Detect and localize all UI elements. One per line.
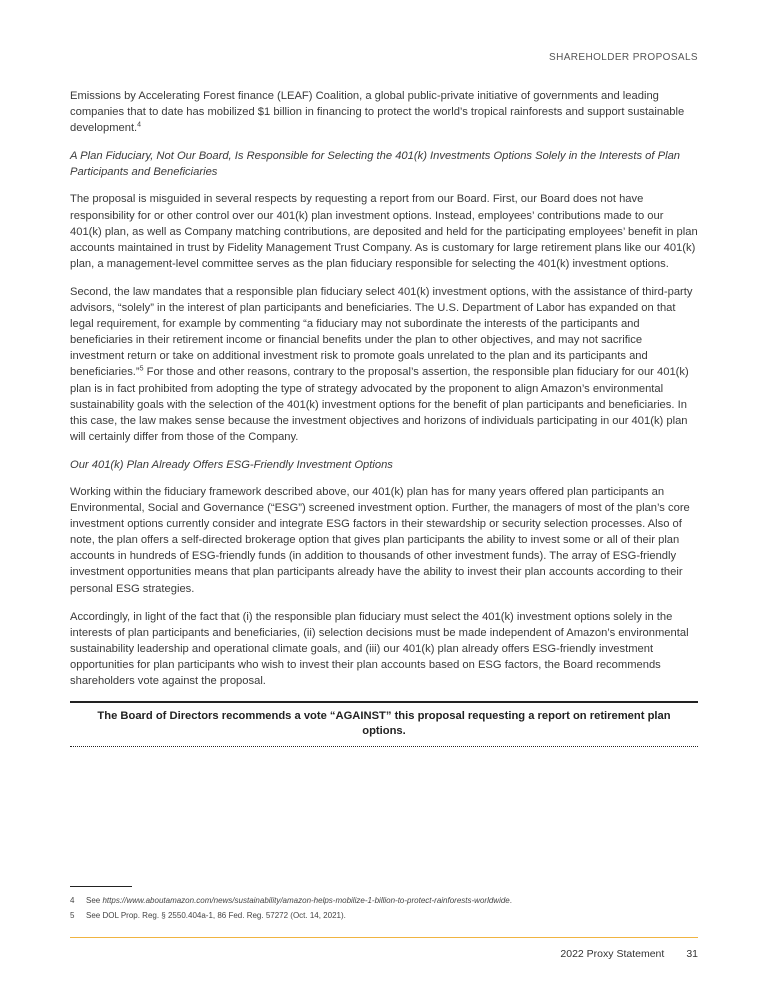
page-number: 31 [686, 948, 698, 960]
footnote-ref-4[interactable]: 4 [137, 121, 142, 129]
footnote-number: 5 [70, 911, 75, 920]
footnote-4 [70, 895, 698, 906]
footnote-prefix: See [86, 896, 103, 905]
footnote-5 [70, 910, 698, 921]
footnote-divider [70, 886, 132, 887]
section-header: SHAREHOLDER PROPOSALS [549, 52, 698, 63]
paragraph-esg-framework: Working within the fiduciary framework described above, our 401(k) plan has for many years offered plan participants an Environmental, Social and Governance (“ESG”) screened investment option. Further, the managers of most of the plan’s core investment options currently consider and integrate ESG factors in their stewardship or security selection processes. Also of note, the plan offers a self-directed brokerage option that gives plan participants the ability to invest some or all of their plan accounts in hundreds of ESG-friendly funds (in addition to thousands of other investment funds). The array of ESG-friendly investment opportunities means that plan participants already have the ability to invest their plan accounts according to their personal ESG strategies. [70, 485, 690, 595]
paragraph-text: Emissions by Accelerating Forest finance (LEAF) Coalition, a global public-private initiative of governments and leading companies that to date has mobilized $1 billion in financing to protect the world’s tropical rainforests and support sustainable development. [70, 90, 685, 135]
board-recommendation-box: The Board of Directors recommends a vote “AGAINST” this proposal requesting a report on retirement plan options. [70, 701, 698, 747]
footnote-number: 4 [70, 896, 75, 905]
footnote-text: See DOL Prop. Reg. § 2550.404a-1, 86 Fed. Reg. 57272 (Oct. 14, 2021). [86, 911, 346, 920]
footnote-suffix: . [509, 896, 512, 905]
paragraph-board-responsibility: The proposal is misguided in several respects by requesting a report from our Board. First, our Board does not have responsibility for or other control over our 401(k) plan investment options. Instead, employees’ contributions made to our 401(k) plan, as well as Company matching contributions, are deposited and held for the participating employees’ benefit in plan accounts maintained in trust by Fidelity Management Trust Company. As is customary for large retirement plans like our 401(k) plan, a management-level committee serves as the plan fiduciary responsible for selecting the 401(k) investment options. [70, 193, 698, 270]
paragraph-leaf-coalition [70, 88, 698, 136]
paragraph-law-mandates [70, 284, 698, 445]
paragraph-conclusion: Accordingly, in light of the fact that (i) the responsible plan fiduciary must select the 401(k) investment options solely in the interests of plan participants and beneficiaries, (ii) selection decisions must be made independent of Amazon’s environmental sustainability leadership and operational climate goals, and (iii) our 401(k) plan already offers ESG-friendly investment opportunities for plan participants who wish to invest their plan accounts based on ESG factors, the Board recommends shareholders vote against the proposal. [70, 610, 689, 687]
footnotes [70, 886, 698, 925]
footnote-text [86, 895, 512, 906]
footer-divider [70, 937, 698, 938]
main-content [70, 88, 698, 747]
footnote-link[interactable]: https://www.aboutamazon.com/news/sustainability/amazon-helps-mobilize-1-billion-to-protect-rainforests-worldwide [102, 896, 510, 905]
footer-title: 2022 Proxy Statement [560, 948, 665, 960]
paragraph-text: For those and other reasons, contrary to the proposal’s assertion, the responsible plan fiduciary for our 401(k) plan is in fact prohibited from adopting the type of strategy advocated by the proponent to align Amazon’s environmental sustainability goals with the selection of the 401(k) investment options for the benefit of plan participants and beneficiaries. In this case, the law makes sense because the investment objectives and horizons of individuals participating in our 401(k) plan will certainly differ from those of the Company. [70, 366, 689, 443]
footnote-ref-5[interactable]: 5 [139, 365, 144, 373]
subheading-plan-fiduciary: A Plan Fiduciary, Not Our Board, Is Responsible for Selecting the 401(k) Investments Options Solely in the Interests of Plan Participants and Beneficiaries [70, 150, 681, 179]
page-footer [560, 948, 698, 960]
subheading-esg-options: Our 401(k) Plan Already Offers ESG-Friendly Investment Options [70, 458, 393, 471]
paragraph-text: Second, the law mandates that a responsible plan fiduciary select 401(k) investment options, with the assistance of third-party advisors, “solely” in the interest of plan participants and beneficiaries. The U.S. Department of Labor has expanded on that legal requirement, for example by commenting “a fiduciary may not subordinate the interests of the participants and beneficiaries in their retirement income or financial benefits under the plan to other objectives, and may not sacrifice investment return or take on additional investment risk to promote goals unrelated to the plan and its participants and beneficiaries.” [70, 285, 693, 379]
